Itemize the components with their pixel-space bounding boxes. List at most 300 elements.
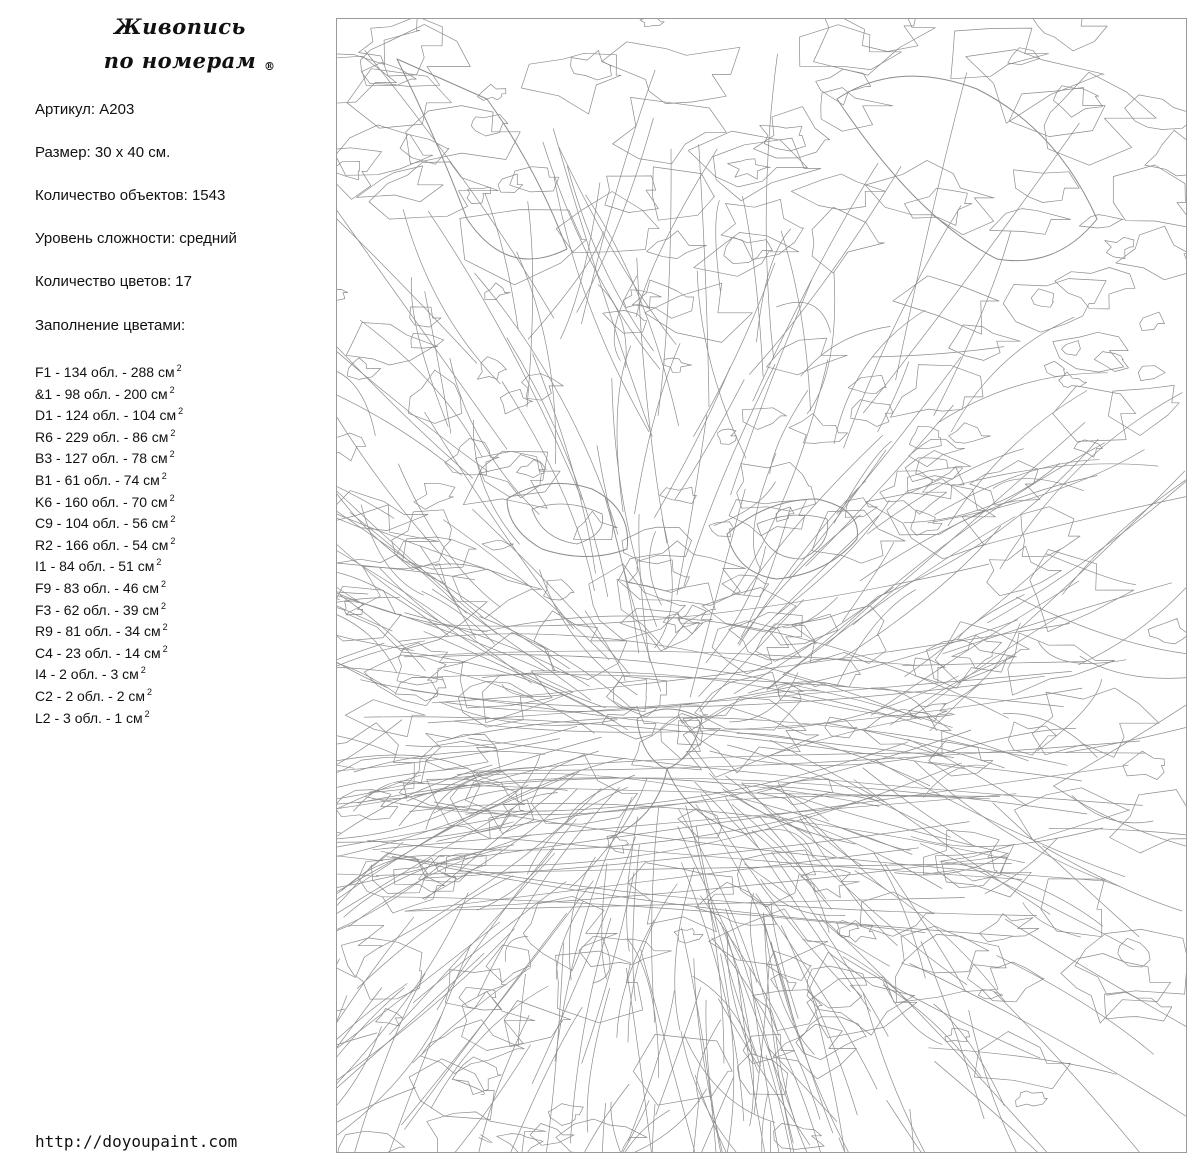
- outline-stroke: [930, 684, 983, 731]
- outline-stroke: [910, 1109, 919, 1152]
- outline-stroke: [539, 943, 563, 1152]
- outline-stroke: [1094, 352, 1128, 372]
- outline-stroke: [1020, 471, 1185, 629]
- outline-stroke: [909, 439, 965, 467]
- color-fill-unit-exponent: 2: [140, 665, 146, 676]
- outline-stroke: [1138, 366, 1165, 381]
- outline-stroke: [1074, 440, 1102, 457]
- outline-stroke: [427, 1112, 546, 1152]
- outline-stroke: [337, 445, 394, 518]
- outline-stroke: [337, 727, 396, 754]
- outline-stroke: [994, 992, 1186, 1152]
- outline-stroke: [641, 949, 706, 1152]
- color-fill-item: [35, 660, 183, 682]
- outline-stroke: [1108, 385, 1179, 435]
- outline-stroke: [1049, 828, 1186, 864]
- outline-stroke: [658, 149, 671, 416]
- outline-stroke: [413, 881, 566, 1003]
- outline-stroke: [1008, 633, 1115, 695]
- outline-stroke: [929, 740, 993, 776]
- outline-stroke: [766, 1055, 806, 1152]
- outline-stroke: [337, 206, 507, 449]
- outline-stroke: [754, 963, 769, 1114]
- outline-stroke: [636, 149, 717, 317]
- outline-stroke: [1118, 938, 1150, 967]
- color-fill-list: [35, 358, 183, 725]
- outline-stroke: [993, 803, 1139, 937]
- outline-stroke: [1078, 556, 1186, 665]
- outline-stroke: [337, 1131, 405, 1152]
- outline-stroke: [337, 125, 433, 175]
- outline-stroke: [951, 317, 1074, 432]
- outline-stroke: [635, 343, 681, 514]
- outline-stroke: [878, 361, 909, 432]
- outline-stroke: [904, 188, 972, 225]
- product-info: [35, 99, 237, 314]
- outline-stroke: [337, 917, 414, 1116]
- color-fill-item: [35, 574, 183, 596]
- outline-stroke: [431, 986, 548, 1108]
- outline-stroke: [337, 925, 384, 977]
- outline-stroke: [633, 845, 640, 1001]
- outline-stroke: [432, 589, 591, 700]
- outline-stroke: [401, 652, 628, 730]
- outline-stroke: [722, 575, 769, 597]
- outline-stroke: [528, 231, 604, 339]
- outline-stroke: [618, 541, 745, 606]
- outline-stroke: [475, 1015, 529, 1152]
- outline-stroke: [1030, 550, 1134, 632]
- outline-stroke: [496, 741, 1141, 770]
- outline-stroke: [764, 913, 815, 1055]
- outline-stroke: [727, 745, 951, 837]
- outline-stroke: [792, 697, 954, 717]
- outline-stroke: [603, 1110, 670, 1152]
- outline-stroke: [837, 590, 916, 685]
- outline-stroke: [497, 1134, 543, 1152]
- coloring-canvas: [336, 18, 1187, 1153]
- outline-stroke: [403, 209, 500, 384]
- outline-stroke: [871, 581, 1079, 716]
- outline-stroke: [369, 162, 499, 219]
- color-fill-unit-exponent: 2: [161, 600, 167, 611]
- outline-stroke: [1046, 554, 1136, 585]
- outline-stroke: [760, 125, 806, 151]
- outline-stroke: [688, 1101, 699, 1152]
- outline-stroke: [425, 412, 574, 629]
- outline-stroke: [554, 177, 649, 432]
- outline-stroke: [398, 464, 500, 607]
- outline-stroke: [863, 992, 970, 1152]
- outline-stroke: [337, 959, 340, 1014]
- outline-stroke: [633, 1034, 732, 1105]
- color-fill-text: R6 - 229 обл. - 86 см: [35, 428, 169, 445]
- outline-stroke: [1005, 919, 1186, 1052]
- outline-stroke: [365, 50, 554, 318]
- outline-stroke: [731, 280, 812, 495]
- outline-stroke: [943, 583, 1172, 654]
- outline-stroke: [812, 207, 885, 273]
- outline-stroke: [731, 360, 828, 597]
- outline-stroke: [374, 945, 471, 1153]
- outline-stroke: [530, 1124, 574, 1146]
- outline-stroke: [454, 688, 1083, 732]
- outline-stroke: [724, 237, 773, 264]
- outline-stroke: [728, 159, 771, 179]
- outline-stroke: [911, 510, 942, 535]
- outline-stroke: [913, 658, 945, 683]
- outline-stroke: [414, 483, 455, 509]
- outline-stroke: [478, 84, 506, 100]
- color-fill-unit-exponent: 2: [169, 492, 175, 503]
- outline-stroke: [337, 988, 404, 1146]
- outline-stroke: [337, 785, 529, 956]
- outline-stroke: [844, 206, 962, 449]
- outline-stroke: [843, 957, 1040, 1058]
- outline-stroke: [337, 597, 400, 619]
- outline-stroke: [637, 258, 667, 544]
- registered-mark: ®: [264, 60, 276, 73]
- color-fill-text: C2 - 2 обл. - 2 см: [35, 687, 145, 704]
- outline-stroke: [1028, 19, 1107, 51]
- color-fill-item: [35, 596, 183, 618]
- outline-stroke: [627, 817, 638, 952]
- color-fill-unit-exponent: 2: [176, 363, 182, 373]
- color-fill-unit-exponent: 2: [169, 384, 175, 395]
- outline-stroke: [718, 999, 810, 1146]
- outline-stroke: [598, 284, 626, 367]
- outline-stroke: [1062, 341, 1081, 356]
- outline-stroke: [632, 717, 702, 770]
- outline-stroke: [337, 19, 420, 65]
- outline-stroke: [511, 1007, 582, 1152]
- outline-stroke: [337, 775, 421, 843]
- outline-stroke: [1110, 790, 1186, 853]
- outline-stroke: [863, 123, 1079, 413]
- color-fill-item: [35, 704, 183, 726]
- outline-stroke: [682, 928, 719, 1152]
- outline-stroke: [945, 1028, 970, 1041]
- color-fill-item: [35, 531, 183, 553]
- outline-stroke: [364, 655, 446, 706]
- outline-stroke: [337, 289, 348, 301]
- outline-stroke: [853, 422, 1085, 625]
- outline-stroke: [957, 594, 1024, 640]
- outline-stroke: [571, 50, 612, 80]
- color-fill-text: F9 - 83 обл. - 46 см: [35, 579, 160, 596]
- outline-stroke: [1123, 751, 1165, 779]
- outline-stroke: [337, 148, 382, 200]
- outline-stroke: [337, 641, 425, 679]
- outline-stroke: [770, 816, 943, 889]
- outline-stroke: [652, 1104, 669, 1152]
- outline-stroke: [1148, 619, 1186, 644]
- outline-stroke: [597, 445, 661, 691]
- outline-stroke: [556, 1119, 647, 1152]
- color-fill-item: [35, 509, 183, 531]
- outline-stroke: [409, 1059, 494, 1120]
- outline-stroke: [517, 252, 556, 464]
- outline-stroke: [532, 504, 603, 544]
- outline-stroke: [587, 988, 610, 1132]
- outline-stroke: [699, 144, 709, 407]
- outline-stroke: [477, 357, 506, 380]
- outline-stroke: [791, 606, 886, 664]
- outline-stroke: [376, 1009, 403, 1027]
- outline-stroke: [347, 69, 452, 129]
- color-fill-text: F3 - 62 обл. - 39 см: [35, 601, 160, 618]
- outline-stroke: [518, 974, 525, 1046]
- outline-stroke: [400, 742, 908, 811]
- color-fill-text: F1 - 134 обл. - 288 см: [35, 364, 175, 380]
- outline-stroke: [589, 564, 686, 640]
- outline-stroke: [706, 546, 766, 663]
- outline-stroke: [1105, 992, 1172, 1021]
- color-fill-item: [35, 466, 183, 488]
- brand-line-1: Живопись: [114, 14, 246, 39]
- brand-logo: [80, 10, 280, 78]
- outline-stroke: [392, 510, 452, 570]
- outline-stroke: [479, 1135, 492, 1143]
- outline-stroke: [848, 375, 886, 393]
- outline-stroke: [834, 310, 925, 444]
- outline-stroke: [602, 42, 740, 104]
- color-fill-text: B3 - 127 обл. - 78 см: [35, 450, 168, 467]
- outline-stroke: [702, 588, 796, 633]
- color-fill-item: [35, 358, 183, 380]
- outline-stroke: [737, 462, 816, 511]
- outline-stroke: [581, 70, 655, 324]
- outline-stroke: [559, 147, 676, 345]
- outline-stroke: [842, 542, 894, 622]
- color-fill-item: [35, 488, 183, 510]
- color-fill-text: K6 - 160 обл. - 70 см: [35, 493, 168, 510]
- outline-stroke: [796, 1017, 866, 1060]
- color-fill-unit-exponent: 2: [178, 406, 184, 417]
- outline-stroke: [951, 28, 1049, 79]
- outline-stroke: [404, 913, 567, 1130]
- brand-line-2: по номерам: [103, 48, 257, 73]
- color-fill-item: [35, 401, 183, 423]
- outline-stroke: [695, 1075, 835, 1152]
- outline-stroke: [910, 615, 1061, 719]
- outline-stroke: [337, 161, 360, 180]
- outline-stroke: [1053, 645, 1186, 787]
- outline-stroke: [337, 565, 345, 611]
- color-fill-unit-exponent: 2: [144, 708, 150, 719]
- outline-stroke: [341, 938, 422, 999]
- outline-stroke: [652, 806, 659, 1023]
- outline-stroke: [380, 568, 606, 708]
- outline-stroke: [753, 163, 878, 401]
- outline-stroke: [505, 936, 528, 961]
- outline-stroke: [928, 1048, 1116, 1075]
- color-fill-text: I4 - 2 обл. - 3 см: [35, 666, 139, 683]
- outline-stroke: [1145, 130, 1186, 176]
- outline-stroke: [640, 19, 664, 27]
- outline-stroke: [677, 720, 702, 745]
- outline-stroke: [1041, 879, 1105, 937]
- outline-stroke: [474, 273, 618, 535]
- outline-stroke: [664, 358, 692, 372]
- outline-stroke: [482, 616, 1009, 718]
- outline-stroke: [826, 921, 1048, 1152]
- outline-stroke: [1023, 903, 1081, 938]
- article-number: Артикул: А203: [35, 101, 135, 118]
- outline-stroke: [337, 842, 403, 991]
- color-fill-unit-exponent: 2: [170, 535, 176, 546]
- outline-stroke: [485, 283, 510, 300]
- outline-stroke: [928, 450, 1145, 523]
- outline-stroke: [675, 379, 744, 499]
- difficulty-level: Уровень сложности: средний: [35, 230, 237, 247]
- outline-stroke: [443, 620, 1018, 712]
- color-fill-unit-exponent: 2: [162, 622, 168, 633]
- outline-stroke: [617, 579, 715, 649]
- outline-stroke: [628, 991, 674, 1141]
- outline-stroke: [570, 778, 648, 888]
- outline-stroke: [1021, 507, 1080, 557]
- color-fill-unit-exponent: 2: [169, 449, 175, 460]
- color-fill-item: [35, 444, 183, 466]
- outline-stroke: [928, 762, 1082, 781]
- outline-stroke: [337, 207, 473, 479]
- outline-stroke: [683, 697, 806, 773]
- color-fill-item: [35, 617, 183, 639]
- outline-stroke: [553, 129, 652, 437]
- outline-stroke: [445, 969, 506, 1009]
- outline-stroke: [1125, 95, 1186, 130]
- outline-stroke: [337, 369, 451, 565]
- outline-stroke: [444, 670, 595, 734]
- color-fill-item: [35, 380, 183, 402]
- outline-stroke: [1113, 165, 1186, 229]
- outline-stroke: [345, 700, 425, 737]
- color-fill-unit-exponent: 2: [170, 427, 176, 438]
- website-url: http://doyoupaint.com: [35, 1132, 238, 1151]
- outline-stroke: [1000, 392, 1183, 569]
- outline-stroke: [632, 280, 693, 318]
- outline-stroke: [789, 414, 848, 444]
- outline-stroke: [781, 231, 810, 411]
- outline-stroke: [395, 677, 446, 701]
- outline-stroke: [1079, 215, 1123, 228]
- outline-stroke: [769, 614, 838, 645]
- outline-stroke: [766, 54, 777, 358]
- outline-stroke: [462, 991, 535, 1050]
- outline-stroke: [910, 964, 1186, 1121]
- outline-stroke: [978, 486, 1186, 546]
- outline-stroke: [725, 776, 836, 857]
- outline-stroke: [602, 706, 656, 739]
- outline-stroke: [472, 509, 629, 674]
- color-fill-unit-exponent: 2: [161, 578, 167, 589]
- outline-stroke: [1105, 237, 1134, 258]
- outline-stroke: [337, 366, 462, 475]
- outline-stroke: [934, 1061, 1164, 1152]
- color-fill-text: &1 - 98 обл. - 200 см: [35, 385, 168, 402]
- colors-count: Количество цветов: 17: [35, 273, 192, 290]
- outline-stroke: [1140, 312, 1165, 330]
- outline-stroke: [1016, 597, 1186, 656]
- outline-stroke: [544, 580, 574, 600]
- color-fill-unit-exponent: 2: [162, 643, 168, 654]
- outline-stroke: [776, 302, 830, 332]
- outline-stroke: [1054, 786, 1186, 866]
- color-fill-unit-exponent: 2: [170, 514, 176, 525]
- outline-stroke: [397, 59, 567, 259]
- outline-stroke: [561, 1084, 629, 1152]
- outline-stroke: [482, 541, 514, 550]
- outline-stroke: [337, 433, 366, 461]
- outline-stroke: [814, 19, 936, 75]
- outline-stroke: [337, 667, 444, 680]
- outline-stroke: [1116, 226, 1186, 280]
- outline-stroke: [471, 114, 507, 136]
- outline-stroke: [806, 815, 886, 890]
- outline-stroke: [867, 449, 1024, 534]
- outline-stroke: [883, 982, 942, 1045]
- outline-stroke: [974, 1032, 1070, 1089]
- outline-stroke: [826, 443, 1105, 646]
- outline-stroke: [719, 954, 734, 1152]
- canvas-size: Размер: 30 х 40 см.: [35, 144, 171, 161]
- outline-stroke: [987, 467, 1186, 623]
- outline-stroke: [937, 373, 1108, 424]
- outline-stroke: [548, 1104, 583, 1126]
- outline-stroke: [405, 848, 920, 911]
- outline-stroke: [774, 1124, 825, 1150]
- outline-stroke: [990, 209, 1071, 235]
- color-fill-unit-exponent: 2: [147, 686, 153, 697]
- outline-stroke: [408, 370, 461, 423]
- outline-stroke: [476, 451, 561, 496]
- outline-stroke: [478, 787, 620, 996]
- outline-stroke: [586, 195, 679, 426]
- outline-stroke: [1062, 467, 1186, 595]
- outline-stroke: [605, 498, 639, 653]
- outline-stroke: [948, 391, 1087, 527]
- outline-stroke: [337, 713, 354, 769]
- outline-stroke: [1042, 846, 1182, 911]
- color-fill-text: I1 - 84 обл. - 51 см: [35, 558, 155, 575]
- color-fill-text: C9 - 104 обл. - 56 см: [35, 515, 169, 532]
- outline-stroke: [613, 97, 727, 163]
- outline-stroke: [577, 118, 654, 313]
- outline-stroke: [980, 914, 1039, 942]
- outline-stroke: [770, 390, 808, 474]
- color-fill-text: R2 - 166 обл. - 54 см: [35, 536, 169, 553]
- outline-stroke: [987, 546, 1062, 596]
- cat-face-outline-icon: [337, 19, 1186, 1152]
- outline-stroke: [812, 995, 852, 1152]
- color-fill-text: D1 - 124 обл. - 104 см: [35, 407, 177, 424]
- outline-stroke: [921, 941, 984, 1119]
- outline-stroke: [425, 291, 451, 433]
- outline-stroke: [1016, 1091, 1048, 1107]
- outline-stroke: [799, 25, 901, 70]
- outline-stroke: [450, 358, 540, 515]
- outline-stroke: [1061, 954, 1171, 1024]
- outline-stroke: [709, 522, 734, 537]
- outline-stroke: [949, 325, 1021, 361]
- outline-stroke: [655, 520, 673, 648]
- color-fill-item: [35, 423, 183, 445]
- outline-stroke: [1013, 170, 1079, 203]
- outline-stroke: [425, 564, 990, 626]
- outline-stroke: [337, 608, 388, 688]
- outline-stroke: [821, 88, 893, 132]
